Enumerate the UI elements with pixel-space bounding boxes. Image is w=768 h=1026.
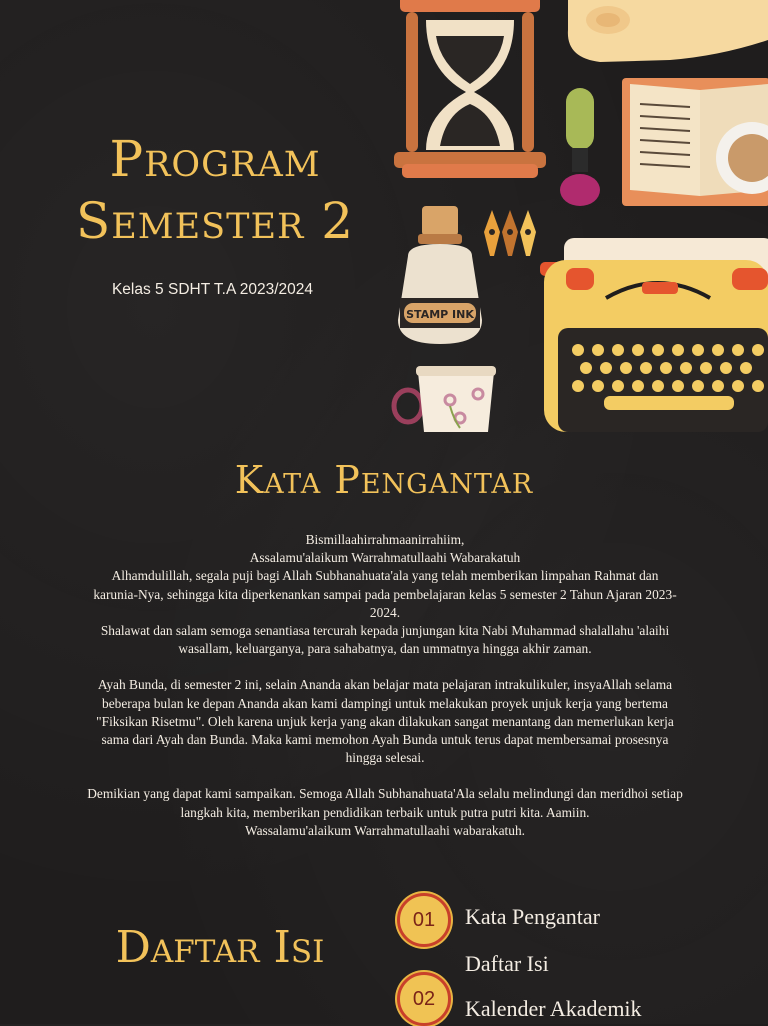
fountain-pens-icon — [484, 210, 536, 256]
hourglass-icon — [394, 0, 546, 178]
text-line: wasallam, keluarganya, para sahabatnya, dan ummatnya hingga akhir zaman. — [178, 641, 592, 657]
stamp-ink-label: STAMP INK — [406, 308, 474, 321]
paragraph-3 — [40, 785, 730, 840]
wax-seal-stamp-icon — [560, 88, 600, 206]
daftar-isi-heading: Daftar Isi — [115, 922, 325, 973]
toc-badge-02: 02 — [397, 972, 451, 1026]
kata-pengantar-body — [40, 531, 730, 840]
toc-item-kata-pengantar[interactable]: Kata Pengantar — [465, 904, 600, 929]
text-line: Demikian yang dapat kami sampaikan. Semoga Allah Subhanahuata'Ala selalu melindungi dan meridhoi setiap — [87, 786, 683, 802]
text-line: karunia-Nya, sehingga kita diperkenankan sampai pada pembelajaran kelas 5 semester 2 Tahun Ajaran 2023- — [93, 586, 677, 602]
paragraph-1 — [40, 531, 730, 658]
toc-item-daftar-isi[interactable]: Daftar Isi — [465, 951, 549, 976]
text-line: Ayah Bunda, di semester 2 ini, selain Ananda akan belajar mata pelajaran intrakulikuler, insyaAllah selama — [97, 677, 673, 693]
text-line: beberapa bulan ke depan Ananda akan kami dampingi untuk melakukan proyek unjuk kerja yang bertema — [102, 695, 668, 711]
title-line-2: Semester 2 — [75, 192, 355, 250]
open-book-icon — [622, 78, 768, 206]
text-line: sama dari Ayah dan Bunda. Maka kami memohon Ayah Bunda untuk terus dapat membersamai prosesnya — [101, 732, 669, 748]
teacup-icon — [394, 366, 496, 432]
text-line: Shalawat dan salam semoga senantiasa tercurah kepada junjungan kita Nabi Muhammad shalallahu 'alaihi — [100, 623, 670, 639]
text-line: Alhamdulillah, segala puji bagi Allah Subhanahuata'ala yang telah memberikan limpahan Rahmat dan — [111, 568, 659, 584]
text-line: Wassalamu'alaikum Warrahmatullaahi wabarakatuh. — [245, 822, 525, 838]
page-subtitle: Kelas 5 SDHT T.A 2023/2024 — [111, 281, 314, 298]
text-line: "Fiksikan Risetmu". Oleh karena unjuk kerja yang akan dilakukan sangat menantang dan memerlukan kerja — [96, 713, 674, 729]
typewriter-icon — [540, 238, 768, 432]
text-line: langkah kita, memberikan pendidikan terbaik untuk putra putri kita. Aamiin. — [180, 804, 590, 820]
text-line: 2024. — [369, 604, 401, 620]
toc-item-kalender-akademik[interactable]: Kalender Akademik — [465, 996, 642, 1021]
vintage-illustration — [390, 0, 768, 432]
page-title — [60, 128, 370, 252]
scroll-icon — [568, 0, 768, 62]
title-line-1: Program — [109, 130, 321, 188]
text-line: Assalamu'alaikum Warrahmatullaahi Wabarakatuh — [249, 550, 521, 566]
ink-bottle-icon — [398, 206, 482, 344]
paragraph-2 — [40, 676, 730, 767]
toc-badge-01: 01 — [397, 893, 451, 947]
text-line: Bismillaahirrahmaanirrahiim, — [305, 532, 465, 547]
kata-pengantar-heading: Kata Pengantar — [234, 458, 534, 502]
text-line: hingga selesai. — [345, 750, 425, 766]
